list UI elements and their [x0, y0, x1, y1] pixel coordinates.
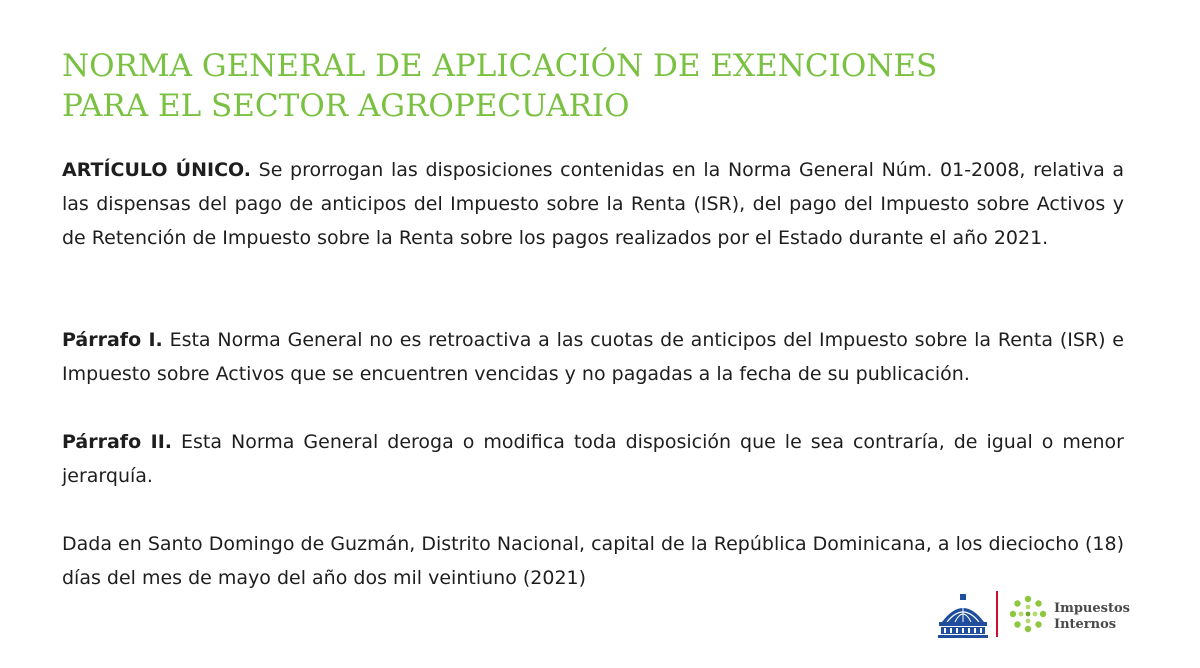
title-line-2: PARA EL SECTOR AGROPECUARIO: [62, 88, 630, 124]
impuestos-internos-wordmark: [1054, 601, 1130, 633]
dada-text: Dada en Santo Domingo de Guzmán, Distrito Nacional, capital de la República Dominicana, a los dieciocho (18) días del mes de mayo del año dos mil veintiuno (2021): [62, 533, 1124, 589]
dada-paragraph: [62, 527, 1124, 595]
logo-divider: [996, 591, 998, 637]
logo-line-1: Impuestos: [1054, 601, 1130, 616]
articulo-unico-label: ARTÍCULO ÚNICO.: [62, 159, 251, 181]
parrafo-1: [62, 323, 1124, 391]
logo-line-2: Internos: [1054, 617, 1117, 632]
impuestos-internos-logo-icon: [1008, 594, 1048, 634]
parrafo-1-text: Esta Norma General no es retroactiva a las cuotas de anticipos del Impuesto sobre la Renta (ISR) e Impuesto sobre Activos que se encuentren vencidas y no pagadas a la fecha de su publicación.: [62, 329, 1124, 385]
parrafo-2-text: Esta Norma General deroga o modifica toda disposición que le sea contraría, de igual o menor jerarquía.: [62, 431, 1124, 487]
title-line-1: NORMA GENERAL DE APLICACIÓN DE EXENCIONES: [62, 48, 938, 84]
parrafo-2-label: Párrafo II.: [62, 431, 173, 453]
articulo-unico-text: Se prorrogan las disposiciones contenidas en la Norma General Núm. 01-2008, relativa a las dispensas del pago de anticipos del Impuesto sobre la Renta (ISR), del pago del Impuesto sobre Activos y de Retención de Impuesto sobre la Renta sobre los pagos realizados por el Estado durante el año 2021.: [62, 159, 1125, 249]
dome-logo-icon: [936, 592, 990, 640]
parrafo-2: [62, 425, 1124, 493]
parrafo-1-label: Párrafo I.: [62, 329, 163, 351]
articulo-unico-paragraph: [62, 153, 1124, 255]
document-title: [62, 46, 1062, 126]
